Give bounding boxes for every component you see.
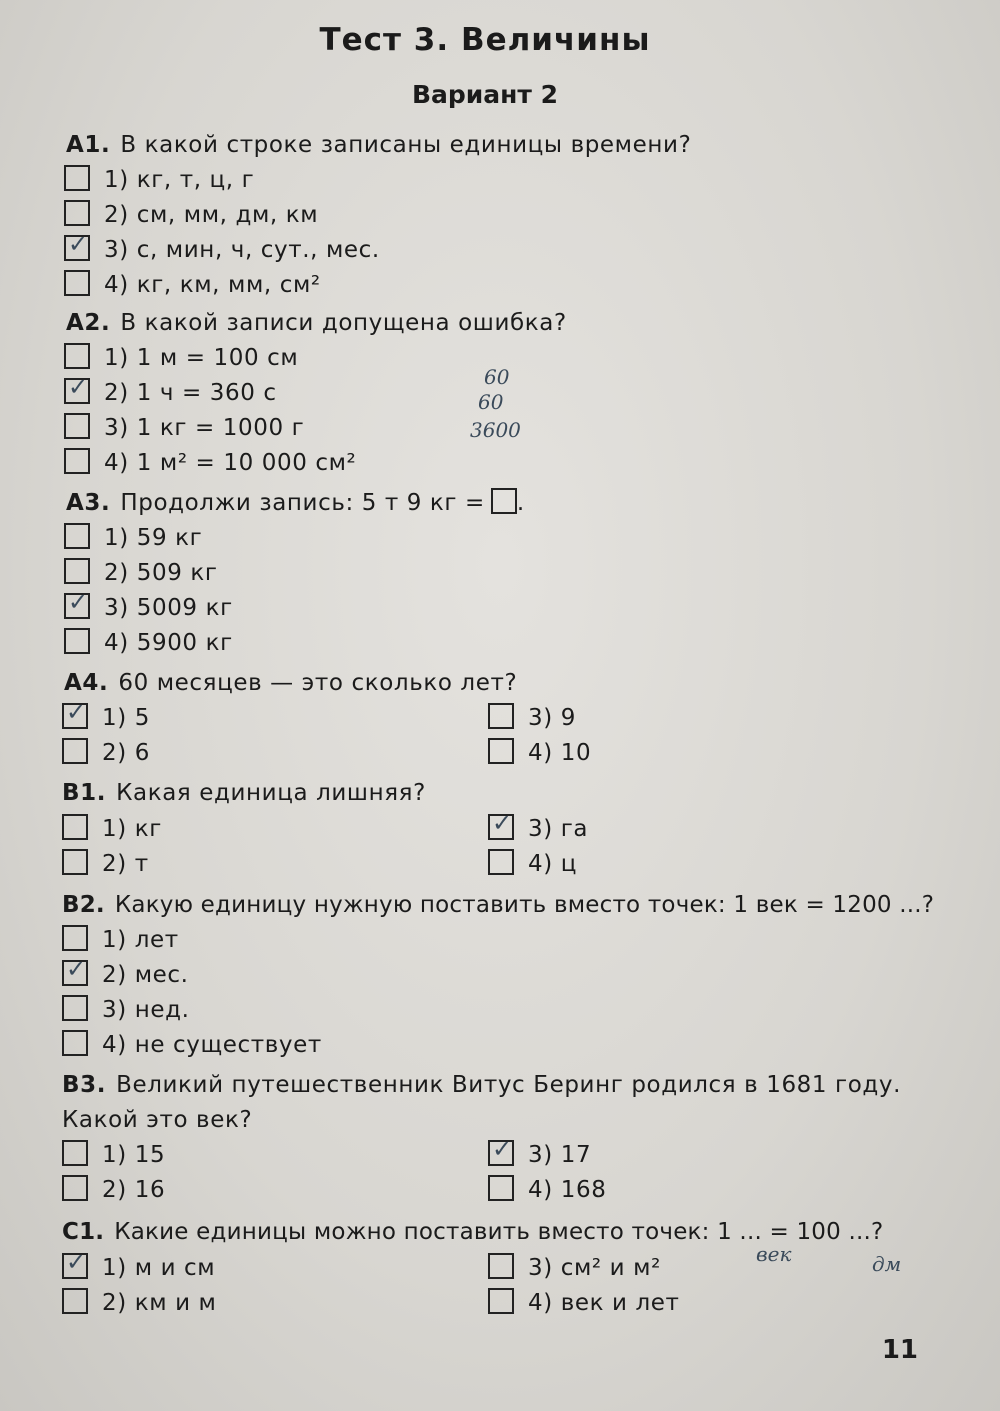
question-id: A4. — [64, 670, 109, 696]
checkbox[interactable] — [64, 270, 90, 296]
checkbox[interactable] — [488, 849, 514, 875]
option-b3-1[interactable] — [62, 1140, 165, 1170]
option-text: кг, км, мм, см² — [136, 272, 321, 298]
checkbox-checked[interactable] — [488, 1140, 514, 1166]
page-number: 11 — [881, 1335, 918, 1365]
option-b2-1[interactable] — [62, 925, 179, 955]
checkbox[interactable] — [62, 738, 88, 764]
option-text: 6 — [134, 740, 150, 766]
option-text: 1 м² = 10 000 см² — [136, 450, 357, 476]
checkbox-checked[interactable] — [62, 960, 88, 986]
option-text: 1 ч = 360 с — [136, 380, 277, 406]
option-a1-3[interactable] — [64, 235, 380, 265]
option-a3-2[interactable] — [64, 558, 218, 588]
question-text: Какие единицы можно поставить вместо точек: 1 ... = 100 ...? — [114, 1219, 884, 1245]
option-b1-4[interactable] — [488, 849, 577, 879]
page-title: Тест 3. Величины — [319, 22, 651, 58]
option-a1-4[interactable] — [64, 270, 321, 300]
checkbox[interactable] — [62, 1030, 88, 1056]
question-id: B1. — [62, 780, 107, 806]
question-b2 — [62, 890, 934, 920]
option-text: т — [134, 851, 149, 877]
option-a3-3[interactable] — [64, 593, 233, 623]
option-b1-3[interactable] — [488, 814, 588, 844]
option-a4-4[interactable] — [488, 738, 591, 768]
option-num: 4) — [102, 1032, 127, 1058]
option-num: 2) — [104, 380, 129, 406]
option-a2-3[interactable] — [64, 413, 304, 443]
checkbox[interactable] — [64, 413, 90, 439]
question-a3: A3. Продолжи запись: 5 т 9 кг = . — [66, 490, 525, 516]
question-text: В какой строке записаны единицы времени? — [120, 132, 692, 158]
checkbox-checked[interactable] — [62, 703, 88, 729]
option-text: 5900 кг — [136, 630, 233, 656]
checkbox[interactable] — [64, 523, 90, 549]
option-a2-2[interactable] — [64, 378, 277, 408]
variant-title: Вариант 2 — [411, 80, 559, 109]
option-num: 3) — [104, 237, 129, 263]
handwritten-note: век — [756, 1242, 792, 1266]
question-id: A3. — [66, 490, 111, 516]
handwritten-note: 60 — [478, 390, 504, 414]
option-b3-4[interactable] — [488, 1175, 606, 1205]
option-a4-3[interactable] — [488, 703, 576, 733]
option-b3-2[interactable] — [62, 1175, 165, 1205]
option-a2-4[interactable] — [64, 448, 356, 478]
question-text: Продолжи запись: 5 т 9 кг = — [120, 490, 485, 516]
checkbox[interactable] — [62, 1175, 88, 1201]
option-text: м и см — [134, 1255, 216, 1281]
option-num: 2) — [104, 202, 129, 228]
option-num: 1) — [102, 1142, 127, 1168]
option-text: кг — [134, 816, 162, 842]
option-num: 3) — [528, 705, 553, 731]
option-text: км и м — [134, 1290, 217, 1316]
question-text: В какой записи допущена ошибка? — [120, 310, 567, 336]
option-c1-3[interactable] — [488, 1253, 661, 1283]
option-b2-4[interactable] — [62, 1030, 322, 1060]
checkbox[interactable] — [488, 1288, 514, 1314]
option-num: 3) — [104, 595, 129, 621]
option-b1-1[interactable] — [62, 814, 162, 844]
question-a2 — [66, 308, 567, 338]
question-id: B3. — [62, 1072, 107, 1098]
answer-box[interactable] — [491, 488, 517, 514]
checkbox[interactable] — [64, 200, 90, 226]
checkbox[interactable] — [62, 849, 88, 875]
option-text: 1 кг = 1000 г — [136, 415, 305, 441]
option-text: 1 м = 100 см — [136, 345, 299, 371]
checkbox[interactable] — [488, 1175, 514, 1201]
checkbox[interactable] — [64, 343, 90, 369]
option-num: 4) — [528, 1177, 553, 1203]
checkbox[interactable] — [64, 558, 90, 584]
option-num: 3) — [528, 1255, 553, 1281]
option-num: 2) — [104, 560, 129, 586]
option-text: мес. — [134, 962, 189, 988]
question-text: Какая единица лишняя? — [116, 780, 426, 806]
option-text: см² и м² — [560, 1255, 661, 1281]
question-id: C1. — [62, 1219, 105, 1245]
checkbox[interactable] — [488, 738, 514, 764]
option-a3-4[interactable] — [64, 628, 233, 658]
option-num: 2) — [102, 1290, 127, 1316]
question-b1 — [62, 778, 426, 808]
option-b2-2[interactable] — [62, 960, 189, 990]
option-text: 5 — [134, 705, 150, 731]
option-b3-3[interactable] — [488, 1140, 591, 1170]
option-num: 4) — [104, 630, 129, 656]
option-num: 1) — [104, 167, 129, 193]
option-num: 4) — [104, 450, 129, 476]
option-num: 4) — [528, 740, 553, 766]
option-text: нед. — [134, 997, 190, 1023]
handwritten-note: дм — [872, 1252, 902, 1276]
option-num: 3) — [104, 415, 129, 441]
option-text: 16 — [134, 1177, 166, 1203]
checkbox-checked[interactable] — [64, 593, 90, 619]
checkbox-checked[interactable] — [64, 235, 90, 261]
option-num: 1) — [102, 816, 127, 842]
option-a3-1[interactable] — [64, 523, 202, 553]
option-num: 1) — [102, 927, 127, 953]
option-c1-4[interactable] — [488, 1288, 680, 1318]
question-id: A2. — [66, 310, 111, 336]
option-text: не существует — [134, 1032, 322, 1058]
option-c1-2[interactable] — [62, 1288, 217, 1318]
option-text: 509 кг — [136, 560, 218, 586]
handwritten-note: 60 — [484, 365, 510, 389]
option-num: 1) — [104, 345, 129, 371]
checkbox[interactable] — [62, 1288, 88, 1314]
question-a1 — [66, 130, 691, 160]
checkbox[interactable] — [64, 448, 90, 474]
option-text: 168 — [560, 1177, 607, 1203]
option-num: 1) — [102, 1255, 127, 1281]
option-a1-2[interactable] — [64, 200, 318, 230]
option-a4-1[interactable] — [62, 703, 150, 733]
question-text: 60 месяцев — это сколько лет? — [118, 670, 518, 696]
question-a4 — [64, 668, 517, 698]
option-num: 4) — [104, 272, 129, 298]
option-text: век и лет — [560, 1290, 680, 1316]
option-text: 10 — [560, 740, 592, 766]
option-a2-1[interactable] — [64, 343, 298, 373]
option-text: кг, т, ц, г — [136, 167, 255, 193]
checkbox[interactable] — [62, 995, 88, 1021]
option-num: 2) — [102, 1177, 127, 1203]
option-num: 2) — [102, 851, 127, 877]
option-num: 2) — [102, 740, 127, 766]
option-text: лет — [134, 927, 179, 953]
question-text: Великий путешественник Витус Беринг родился в 1681 году. — [116, 1072, 902, 1098]
option-num: 4) — [528, 851, 553, 877]
checkbox-checked[interactable] — [488, 814, 514, 840]
option-num: 3) — [528, 816, 553, 842]
option-text: ц — [560, 851, 577, 877]
checkbox[interactable] — [488, 703, 514, 729]
checkbox[interactable] — [488, 1253, 514, 1279]
question-id: B2. — [62, 892, 105, 918]
question-b3 — [62, 1070, 901, 1100]
option-num: 3) — [102, 997, 127, 1023]
checkbox[interactable] — [64, 165, 90, 191]
option-num: 1) — [104, 525, 129, 551]
option-c1-1[interactable] — [62, 1253, 215, 1283]
checkbox-checked[interactable] — [62, 1253, 88, 1279]
question-id: A1. — [66, 132, 111, 158]
checkbox[interactable] — [62, 1140, 88, 1166]
checkbox[interactable] — [64, 628, 90, 654]
option-text: га — [560, 816, 589, 842]
option-a1-1[interactable] — [64, 165, 254, 195]
option-text: 17 — [560, 1142, 592, 1168]
option-num: 2) — [102, 962, 127, 988]
option-text: 5009 кг — [136, 595, 233, 621]
option-num: 3) — [528, 1142, 553, 1168]
checkbox[interactable] — [62, 925, 88, 951]
option-text: 59 кг — [136, 525, 203, 551]
option-a4-2[interactable] — [62, 738, 150, 768]
option-text: 15 — [134, 1142, 166, 1168]
question-text: Какую единицу нужную поставить вместо точек: 1 век = 1200 ...? — [114, 892, 935, 918]
checkbox[interactable] — [62, 814, 88, 840]
handwritten-note: 3600 — [470, 418, 521, 442]
option-text: с, мин, ч, сут., мес. — [136, 237, 380, 263]
question-b3-line2: Какой это век? — [62, 1107, 253, 1133]
option-b1-2[interactable] — [62, 849, 149, 879]
option-text: 9 — [560, 705, 576, 731]
option-b2-3[interactable] — [62, 995, 190, 1025]
option-text: см, мм, дм, км — [136, 202, 319, 228]
option-num: 4) — [528, 1290, 553, 1316]
option-num: 1) — [102, 705, 127, 731]
checkbox-checked[interactable] — [64, 378, 90, 404]
